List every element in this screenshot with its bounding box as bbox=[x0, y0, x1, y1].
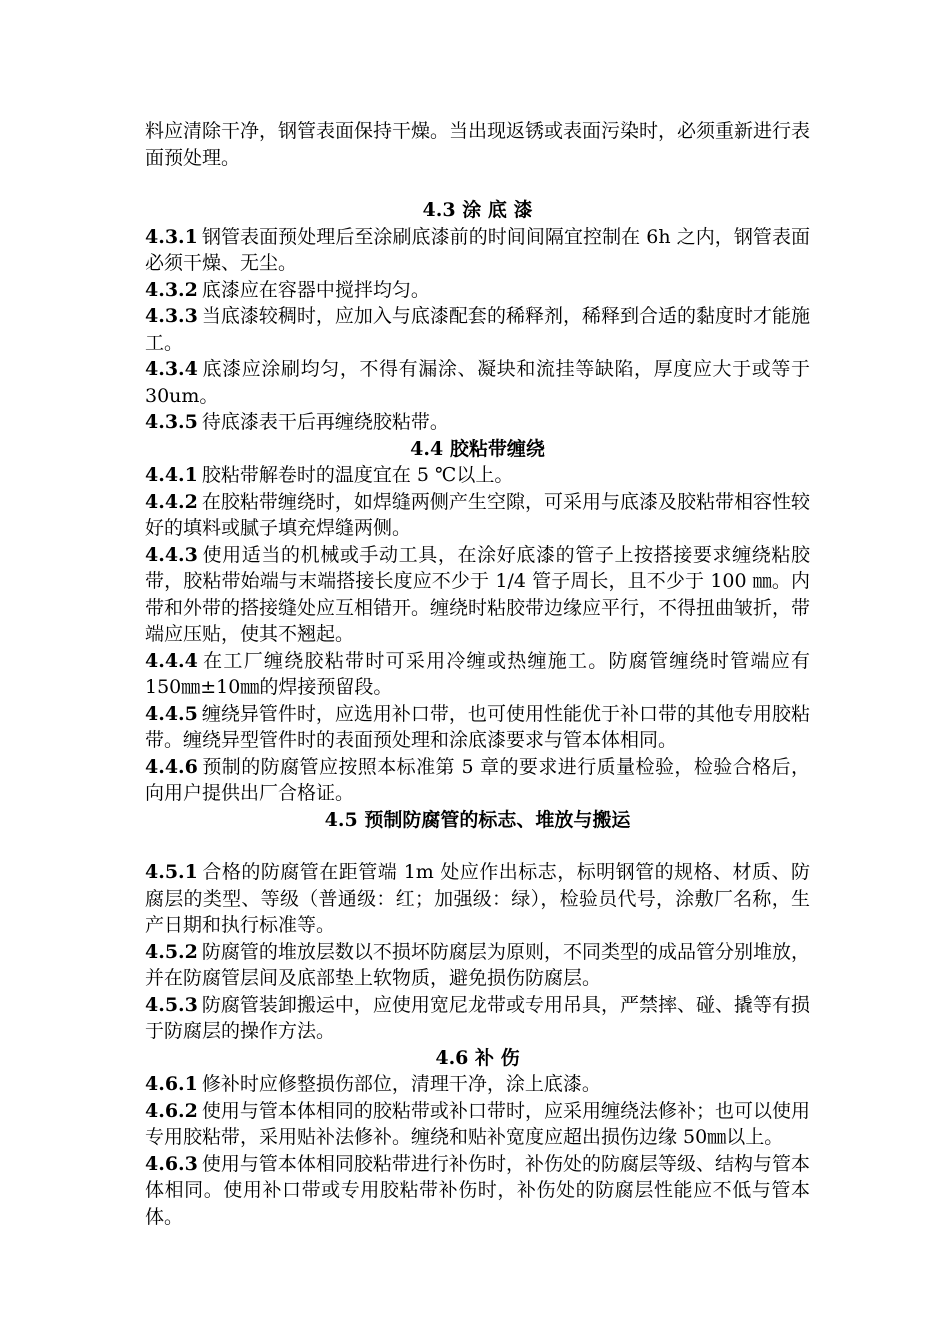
clause-text: 当底漆较稠时，应加入与底漆配套的稀释剂，稀释到合适的黏度时才能施工。 bbox=[145, 305, 810, 354]
clause-number: 4.6.2 bbox=[145, 1099, 198, 1122]
clause-text: 使用适当的机械或手动工具，在涂好底漆的管子上按搭接要求缠绕粘胶带，胶粘带始端与末端搭接长度应不少于 1/4 管子周长，且不少于 100 ㎜。内带和外带的搭接缝处应互相错开。缠绕时粘胶带边缘应平行，不得扭曲皱折，带端应压贴，使其不翘起。 bbox=[145, 543, 811, 645]
section-heading: 4.3 涂 底 漆 bbox=[422, 199, 533, 221]
clause-number: 4.5.1 bbox=[145, 861, 198, 883]
clause-paragraph bbox=[145, 1071, 810, 1098]
clause-paragraph bbox=[145, 1151, 810, 1231]
clause-number: 4.5.3 bbox=[145, 993, 198, 1016]
clause-number: 4.3.1 bbox=[145, 225, 198, 248]
clause-paragraph bbox=[145, 542, 810, 648]
clause-text: 缠绕异管件时，应选用补口带，也可使用性能优于补口带的其他专用胶粘带。缠绕异型管件时的表面预处理和涂底漆要求与管本体相同。 bbox=[145, 702, 810, 751]
clause-text: 防腐管装卸搬运中，应使用宽尼龙带或专用吊具，严禁摔、碰、撬等有损于防腐层的操作方法。 bbox=[145, 993, 810, 1042]
clause-paragraph bbox=[145, 356, 810, 409]
clause-paragraph bbox=[145, 701, 810, 754]
clause-paragraph bbox=[145, 462, 810, 489]
clause-paragraph bbox=[145, 1098, 810, 1151]
sections-container bbox=[145, 171, 810, 1230]
clause-text: 钢管表面预处理后至涂刷底漆前的时间间隔宜控制在 6h 之内，钢管表面必须干燥、无尘。 bbox=[145, 225, 810, 274]
clause-text: 底漆应在容器中搅拌均匀。 bbox=[201, 278, 430, 301]
clause-paragraph bbox=[145, 489, 810, 542]
clause-text: 胶粘带解卷时的温度宜在 5 ℃以上。 bbox=[201, 464, 514, 486]
clause-number: 4.3.3 bbox=[145, 305, 198, 327]
clause-paragraph bbox=[145, 303, 810, 356]
section-heading: 4.4 胶粘带缠绕 bbox=[410, 437, 545, 460]
clause-paragraph bbox=[145, 224, 810, 277]
clause-paragraph bbox=[145, 277, 810, 304]
document-page bbox=[145, 118, 810, 1230]
clause-number: 4.4.6 bbox=[145, 755, 198, 778]
clause-number: 4.6.1 bbox=[145, 1073, 198, 1095]
clause-number: 4.4.4 bbox=[145, 649, 198, 672]
clause-number: 4.6.3 bbox=[145, 1152, 198, 1175]
clause-paragraph bbox=[145, 939, 810, 992]
clause-text: 修补时应修整损伤部位，清理干净，涂上底漆。 bbox=[201, 1073, 601, 1095]
section-spacer bbox=[145, 833, 810, 859]
clause-number: 4.4.3 bbox=[145, 543, 198, 566]
clause-text: 在工厂缠绕胶粘带时可采用冷缠或热缠施工。防腐管缠绕时管端应有 150㎜±10㎜的焊接预留段。 bbox=[145, 649, 810, 698]
clause-number: 4.4.1 bbox=[145, 464, 198, 486]
clause-number: 4.4.2 bbox=[145, 490, 198, 513]
clause-paragraph bbox=[145, 992, 810, 1045]
clause-paragraph bbox=[145, 859, 810, 939]
clause-text: 使用与管本体相同胶粘带进行补伤时，补伤处的防腐层等级、结构与管本体相同。使用补口带或专用胶粘带补伤时，补伤处的防腐层性能应不低与管本体。 bbox=[145, 1152, 810, 1228]
clause-number: 4.3.2 bbox=[145, 278, 198, 301]
clause-number: 4.3.5 bbox=[145, 411, 198, 433]
clause-text: 预制的防腐管应按照本标准第 5 章的要求进行质量检验，检验合格后，向用户提供出厂合格证。 bbox=[145, 755, 810, 804]
clause-paragraph bbox=[145, 409, 810, 436]
clause-text: 合格的防腐管在距管端 1m 处应作出标志，标明钢管的规格、材质、防腐层的类型、等级（普通级：红；加强级：绿），检验员代号，涂敷厂名称，生产日期和执行标准等。 bbox=[145, 861, 810, 936]
clause-text: 防腐管的堆放层数以不损坏防腐层为原则，不同类型的成品管分别堆放，并在防腐管层间及底部垫上软物质，避免损伤防腐层。 bbox=[145, 940, 810, 989]
section-heading: 4.5 预制防腐管的标志、堆放与搬运 bbox=[324, 808, 631, 831]
clause-paragraph bbox=[145, 648, 810, 701]
section-spacer bbox=[145, 171, 810, 197]
intro-paragraph: 料应清除干净，钢管表面保持干燥。当出现返锈或表面污染时，必须重新进行表面预处理。 bbox=[145, 120, 811, 169]
clause-text: 使用与管本体相同的胶粘带或补口带时，应采用缠绕法修补；也可以使用专用胶粘带，采用贴补法修补。缠绕和贴补宽度应超出损伤边缘 50㎜以上。 bbox=[145, 1099, 810, 1148]
section-heading: 4.6 补 伤 bbox=[435, 1046, 520, 1069]
clause-paragraph bbox=[145, 754, 810, 807]
clause-number: 4.5.2 bbox=[145, 940, 198, 963]
clause-text: 在胶粘带缠绕时，如焊缝两侧产生空隙，可采用与底漆及胶粘带相容性较好的填料或腻子填充焊缝两侧。 bbox=[145, 490, 810, 539]
clause-text: 底漆应涂刷均匀，不得有漏涂、凝块和流挂等缺陷，厚度应大于或等于 30um。 bbox=[145, 358, 810, 407]
clause-number: 4.4.5 bbox=[145, 702, 198, 725]
clause-text: 待底漆表干后再缠绕胶粘带。 bbox=[201, 411, 449, 433]
clause-number: 4.3.4 bbox=[145, 358, 198, 380]
